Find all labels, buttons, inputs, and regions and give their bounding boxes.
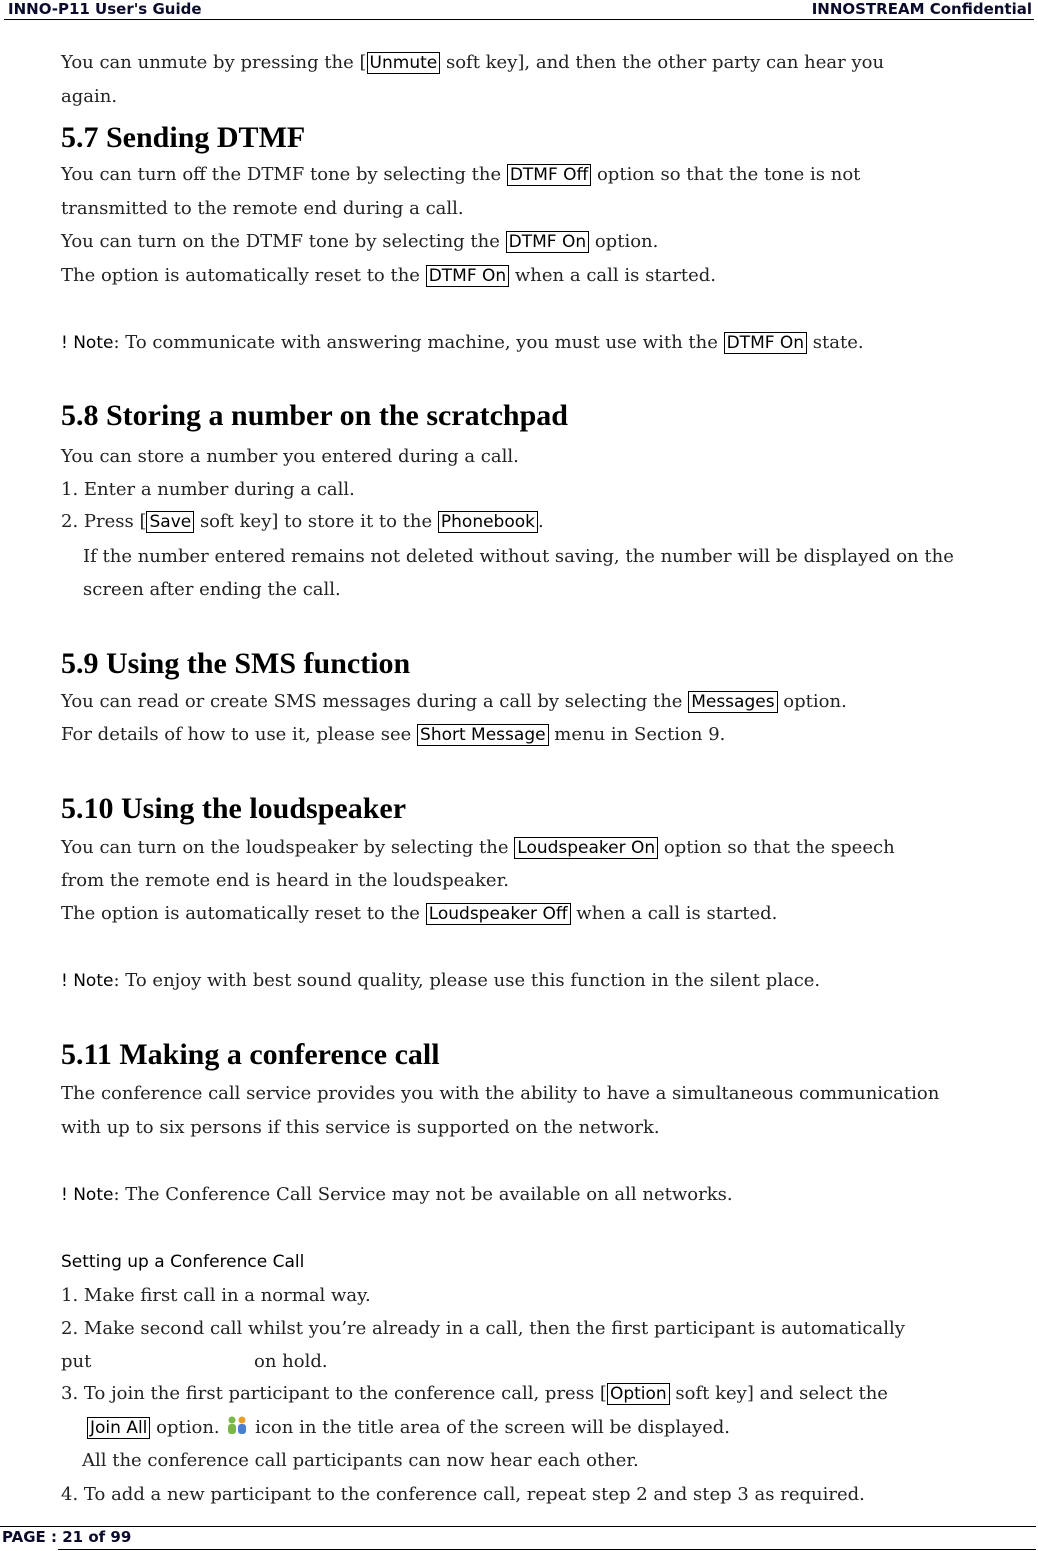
list-item: 3. To join the first participant to the conference call, press [ Option soft key] and select the: [61, 1383, 888, 1404]
note-label: ! Note: [61, 333, 114, 353]
paragraph: The option is automatically reset to the Loudspeaker Off when a call is started.: [61, 903, 778, 924]
paragraph: The conference call service provides you with the ability to have a simultaneous communication: [61, 1083, 940, 1104]
key-phonebook: Phonebook: [438, 511, 538, 533]
section-title-5-7: 5.7 Sending DTMF: [61, 121, 306, 154]
note-label: ! Note: [61, 1185, 114, 1205]
key-loudspeaker-off: Loudspeaker Off: [426, 903, 571, 925]
list-item-cont: Join All option. icon in the title area of the screen will be displayed.: [87, 1415, 730, 1440]
key-join-all: Join All: [87, 1417, 150, 1439]
paragraph: For details of how to use it, please see Short Message menu in Section 9.: [61, 724, 726, 745]
paragraph: You can turn off the DTMF tone by selecting the DTMF Off option so that the tone is not: [61, 164, 861, 185]
list-item: 1. Make first call in a normal way.: [61, 1285, 371, 1306]
key-dtmf-on: DTMF On: [426, 265, 509, 287]
key-dtmf-off: DTMF Off: [507, 164, 591, 186]
section-title-5-9: 5.9 Using the SMS function: [61, 647, 411, 680]
list-item: 2. Make second call whilst you’re already in a call, then the first participant is automatically: [61, 1318, 905, 1339]
note: ! Note: To communicate with answering machine, you must use with the DTMF On state.: [61, 332, 864, 353]
note: ! Note: The Conference Call Service may not be available on all networks.: [61, 1184, 733, 1205]
key-short-message: Short Message: [417, 724, 549, 746]
paragraph: If the number entered remains not deleted without saving, the number will be displayed on the: [83, 546, 954, 567]
list-item: 1. Enter a number during a call.: [61, 479, 355, 500]
key-messages: Messages: [688, 691, 777, 713]
paragraph: transmitted to the remote end during a call.: [61, 198, 464, 219]
footer-divider: [58, 1549, 1036, 1550]
key-dtmf-on: DTMF On: [506, 231, 589, 253]
page-header: [4, 0, 1034, 20]
list-item-cont: on hold.: [254, 1351, 328, 1372]
key-unmute: Unmute: [367, 52, 441, 74]
key-dtmf-on: DTMF On: [724, 332, 807, 354]
paragraph: with up to six persons if this service is supported on the network.: [61, 1117, 660, 1138]
subheading: Setting up a Conference Call: [61, 1252, 305, 1272]
paragraph: You can read or create SMS messages during a call by selecting the Messages option.: [61, 691, 847, 712]
key-loudspeaker-on: Loudspeaker On: [514, 837, 658, 859]
header-title: INNO-P11 User's Guide: [8, 0, 202, 18]
key-option: Option: [607, 1383, 670, 1405]
section-title-5-11: 5.11 Making a conference call: [61, 1038, 440, 1071]
section-title-5-8: 5.8 Storing a number on the scratchpad: [61, 399, 568, 432]
paragraph: The option is automatically reset to the DTMF On when a call is started.: [61, 265, 717, 286]
footer-divider: [0, 1526, 1036, 1527]
key-save: Save: [146, 511, 194, 533]
conference-icon: [225, 1415, 249, 1435]
list-item-cont: put: [61, 1351, 92, 1372]
intro-line-2: again.: [61, 86, 118, 107]
list-item: 2. Press [ Save soft key] to store it to the Phonebook .: [61, 511, 544, 532]
paragraph: from the remote end is heard in the loudspeaker.: [61, 870, 509, 891]
paragraph: You can store a number you entered during a call.: [61, 446, 519, 467]
paragraph: You can turn on the DTMF tone by selecting the DTMF On option.: [61, 231, 659, 252]
header-confidential: INNOSTREAM Confidential: [811, 0, 1032, 18]
page-number: PAGE : 21 of 99: [2, 1528, 132, 1546]
section-title-5-10: 5.10 Using the loudspeaker: [61, 792, 407, 825]
list-item: 4. To add a new participant to the conference call, repeat step 2 and step 3 as required.: [61, 1484, 865, 1505]
list-item-cont: All the conference call participants can now hear each other.: [82, 1450, 639, 1471]
note-label: ! Note: [61, 971, 114, 991]
note: ! Note: To enjoy with best sound quality, please use this function in the silent place.: [61, 970, 821, 991]
paragraph: You can turn on the loudspeaker by selecting the Loudspeaker On option so that the speech: [61, 837, 895, 858]
paragraph: screen after ending the call.: [83, 579, 341, 600]
intro-line-1: You can unmute by pressing the [ Unmute soft key], and then the other party can hear you: [61, 52, 885, 73]
